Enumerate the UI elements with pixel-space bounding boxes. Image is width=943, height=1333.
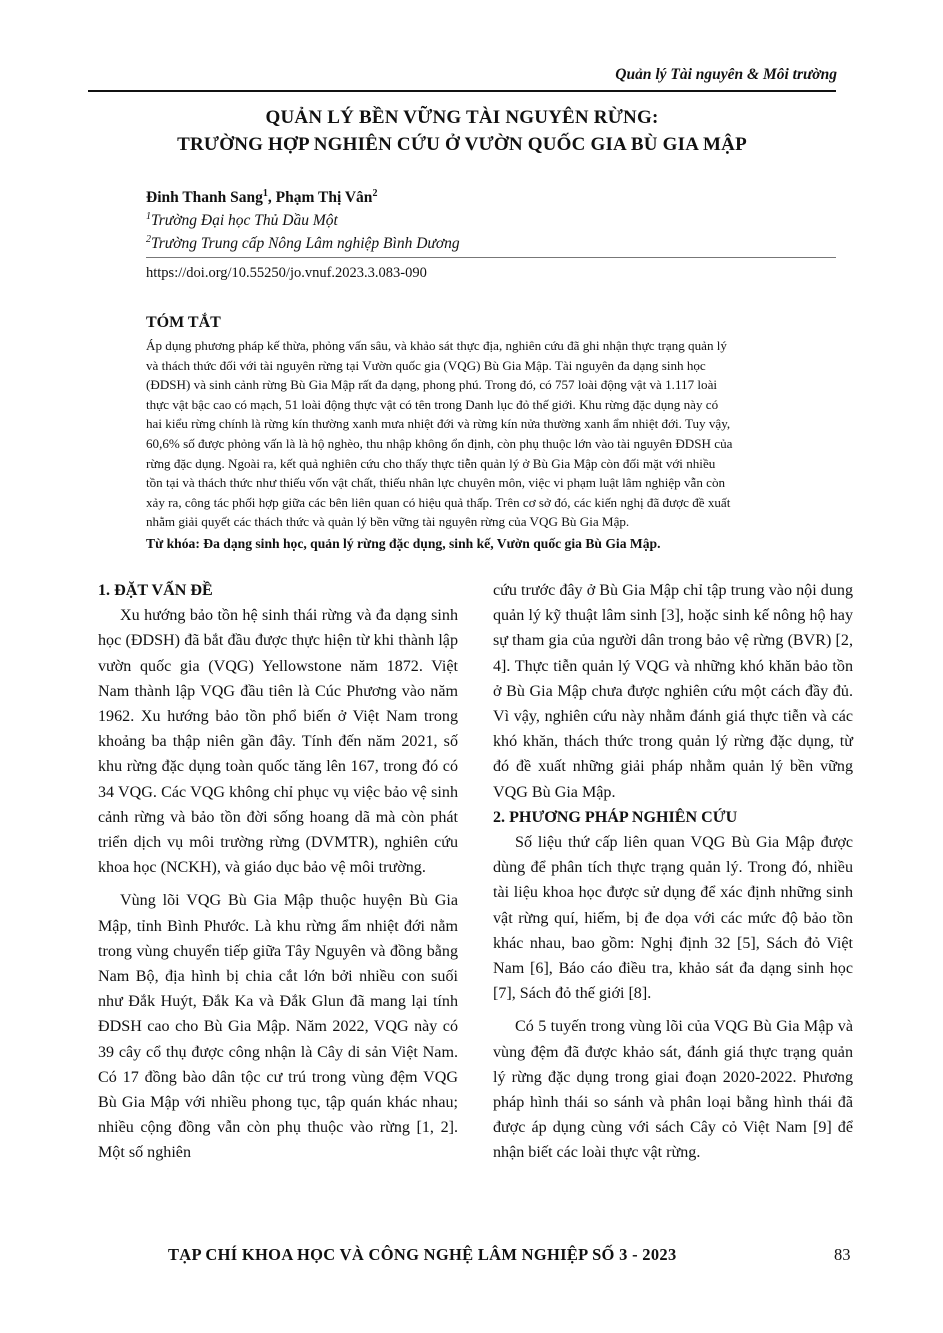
right-paragraph-continued: cứu trước đây ở Bù Gia Mập chỉ tập trung vào nội dung quản lý kỹ thuật lâm sinh [3], hoặc sinh kế nông hộ hay sự tham gia của người dân trong bảo vệ rừng (BVR) [2, 4]. Thực tiễn quản lý VQG và những khó khăn bảo tồn ở Bù Gia Mập chưa được nghiên cứu một cách đầy đủ. Vì vậy, nghiên cứu này nhằm đánh giá thực tiễn và các khó khăn, thách thức trong quản lý rừng đặc dụng, từ đó đề xuất những giải pháp nhằm quản lý bền vững VQG Bù Gia Mập. (493, 582, 853, 801)
section-2-heading: 2. PHƯƠNG PHÁP NGHIÊN CỨU (493, 808, 738, 826)
journal-section-header: Quản lý Tài nguyên & Môi trường (615, 66, 837, 83)
affiliation-1-sup: 1 (146, 211, 151, 222)
section-1-heading: 1. ĐẶT VẤN ĐỀ (98, 582, 213, 599)
author-2: Phạm Thị Vân (275, 189, 373, 207)
abstract-line: hai kiểu rừng chính là rừng kín thường xanh mưa nhiệt đới và rừng kín nửa thường xanh ẩm nhiệt đới. Tuy vậy, (146, 416, 731, 432)
page-number: 83 (834, 1245, 851, 1264)
left-column (98, 578, 458, 1166)
authors (146, 188, 377, 207)
affiliation-2-sup: 2 (146, 234, 151, 245)
header-rule (88, 90, 836, 92)
right-column (493, 578, 853, 1166)
author-1: Đinh Thanh Sang (146, 189, 263, 207)
abstract-line: nhằm giải quyết các thách thức và quản lý bền vững tài nguyên rừng của VQG Bù Gia Mập. (146, 514, 630, 530)
right-paragraph-2: Có 5 tuyến trong vùng lõi của VQG Bù Gia Mập và vùng đệm đã được khảo sát, đánh giá thực trạng quản lý rừng đặc dụng trong giai đoạn 2020-2022. Phương pháp hình thái so sánh và phân loại bằng hình thái đã được áp dụng cùng với sách Cây cỏ Việt Nam [9] để nhận biết các loài thực vật rừng. (493, 1018, 853, 1162)
affiliation-1-name: Trường Đại học Thủ Dầu Một (151, 212, 338, 230)
title-line-1: QUẢN LÝ BỀN VỮNG TÀI NGUYÊN RỪNG: (265, 107, 659, 128)
abstract-line: thực vật bậc cao có mạch, 51 loài động thực vật có tên trong Danh lục đỏ thế giới. Khu rừng đặc dụng này có (146, 396, 719, 412)
doi-rule (146, 257, 836, 258)
author-2-sup: 2 (372, 188, 378, 199)
abstract-line: xảy ra, công tác phối hợp giữa các bên liên quan có hiệu quả thấp. Trên cơ sở đó, các kiến nghị đã được đề xuất (146, 494, 731, 510)
title-line-2: TRƯỜNG HỢP NGHIÊN CỨU Ở VƯỜN QUỐC GIA BÙ GIA MẬP (177, 134, 747, 155)
keywords: Từ khóa: Đa dạng sinh học, quản lý rừng đặc dụng, sinh kế, Vườn quốc gia Bù Gia Mập. (146, 536, 661, 551)
abstract-line: và thách thức đối với tài nguyên rừng tại Vườn quốc gia (VQG) Bù Gia Mập. Tài nguyên đa dạng sinh học (146, 357, 706, 373)
abstract-line: rừng đặc dụng. Ngoài ra, kết quả nghiên cứu cho thấy thực tiễn quản lý ở Bù Gia Mập còn đối mặt với nhiều (146, 455, 716, 471)
author-separator: , (267, 189, 276, 207)
right-paragraph-1: Số liệu thứ cấp liên quan VQG Bù Gia Mập được dùng để phân tích thực trạng quản lý. Trong đó, nhiều tài liệu khoa học được sử dụng để xác định những sinh vật rừng quí, hiếm, bị đe dọa với các mức độ bảo tồn khác nhau, bao gồm: Nghị định 32 [5], Sách đỏ Việt Nam [6], Báo cáo điều tra, khảo sát đa dạng sinh học [7], Sách đỏ thế giới [8]. (493, 834, 853, 1003)
article-title (88, 104, 836, 158)
abstract-line: Áp dụng phương pháp kế thừa, phỏng vấn sâu, và khảo sát thực địa, nghiên cứu đã ghi nhận thực trạng quản lý (146, 338, 727, 353)
abstract-heading: TÓM TẮT (146, 314, 221, 331)
footer-journal-title: TẠP CHÍ KHOA HỌC VÀ CÔNG NGHỆ LÂM NGHIỆP SỐ 3 - 2023 (168, 1245, 677, 1264)
affiliation-2-name: Trường Trung cấp Nông Lâm nghiệp Bình Dương (151, 235, 460, 253)
abstract-line: (ĐDSH) và sinh cảnh rừng Bù Gia Mập rất đa dạng, phong phú. Trong đó, có 757 loài động vật và 1.117 loài (146, 377, 718, 393)
abstract-line: 60,6% số được phỏng vấn là là hộ nghèo, thu nhập không ổn định, còn phụ thuộc lớn vào tài nguyên ĐDSH của (146, 435, 733, 451)
author-1-sup: 1 (262, 188, 268, 199)
abstract-line: tồn tại và thách thức như thiếu vốn vật chất, thiếu nhân lực chuyên môn, việc vi phạm luật lâm nghiệp vẫn còn (146, 475, 726, 491)
abstract-body (146, 336, 854, 532)
left-paragraph-2: Vùng lõi VQG Bù Gia Mập thuộc huyện Bù Gia Mập, tỉnh Bình Phước. Là khu rừng ẩm nhiệt đới nằm trong vùng chuyển tiếp giữa Tây Nguyên và đồng bằng Nam Bộ, địa hình bị chia cắt lớn bởi nhiều con suối như Đắk Huýt, Đắk Ka và Đắk Glun đã mang lại tính ĐDSH cao cho Bù Gia Mập. Năm 2022, VQG này có 39 cây cổ thụ được công nhận là Cây di sản Việt Nam. Có 17 đồng bào dân tộc cư trú trong vùng đệm VQG Bù Gia Mập với nhiều phong tục, tập quán khác nhau; nhiều cộng đồng vẫn còn phụ thuộc vào rừng [1, 2]. Một số nghiên (98, 892, 458, 1162)
doi-link[interactable]: https://doi.org/10.55250/jo.vnuf.2023.3.083-090 (146, 265, 427, 281)
left-paragraph-1: Xu hướng bảo tồn hệ sinh thái rừng và đa dạng sinh học (ĐDSH) đã bắt đầu được thực hiện từ khi thành lập vườn quốc gia (VQG) Yellowstone năm 1872. Việt Nam thành lập VQG đầu tiên là Cúc Phương vào năm 1962. Xu hướng bảo tồn phổ biến ở Việt Nam trong khoảng ba thập niên gần đây. Tính đến năm 2021, số khu rừng đặc dụng toàn quốc tăng lên 167, trong đó có 34 VQG. Các VQG không chỉ phục vụ việc bảo vệ sinh cảnh rừng và bảo tồn đời sống hoang dã mà còn phát triển dịch vụ môi trường rừng (DVMTR), nghiên cứu khoa học (NCKH), và giáo dục bảo vệ môi trường. (98, 607, 458, 877)
affiliation-1 (146, 211, 338, 230)
affiliation-2 (146, 234, 460, 253)
